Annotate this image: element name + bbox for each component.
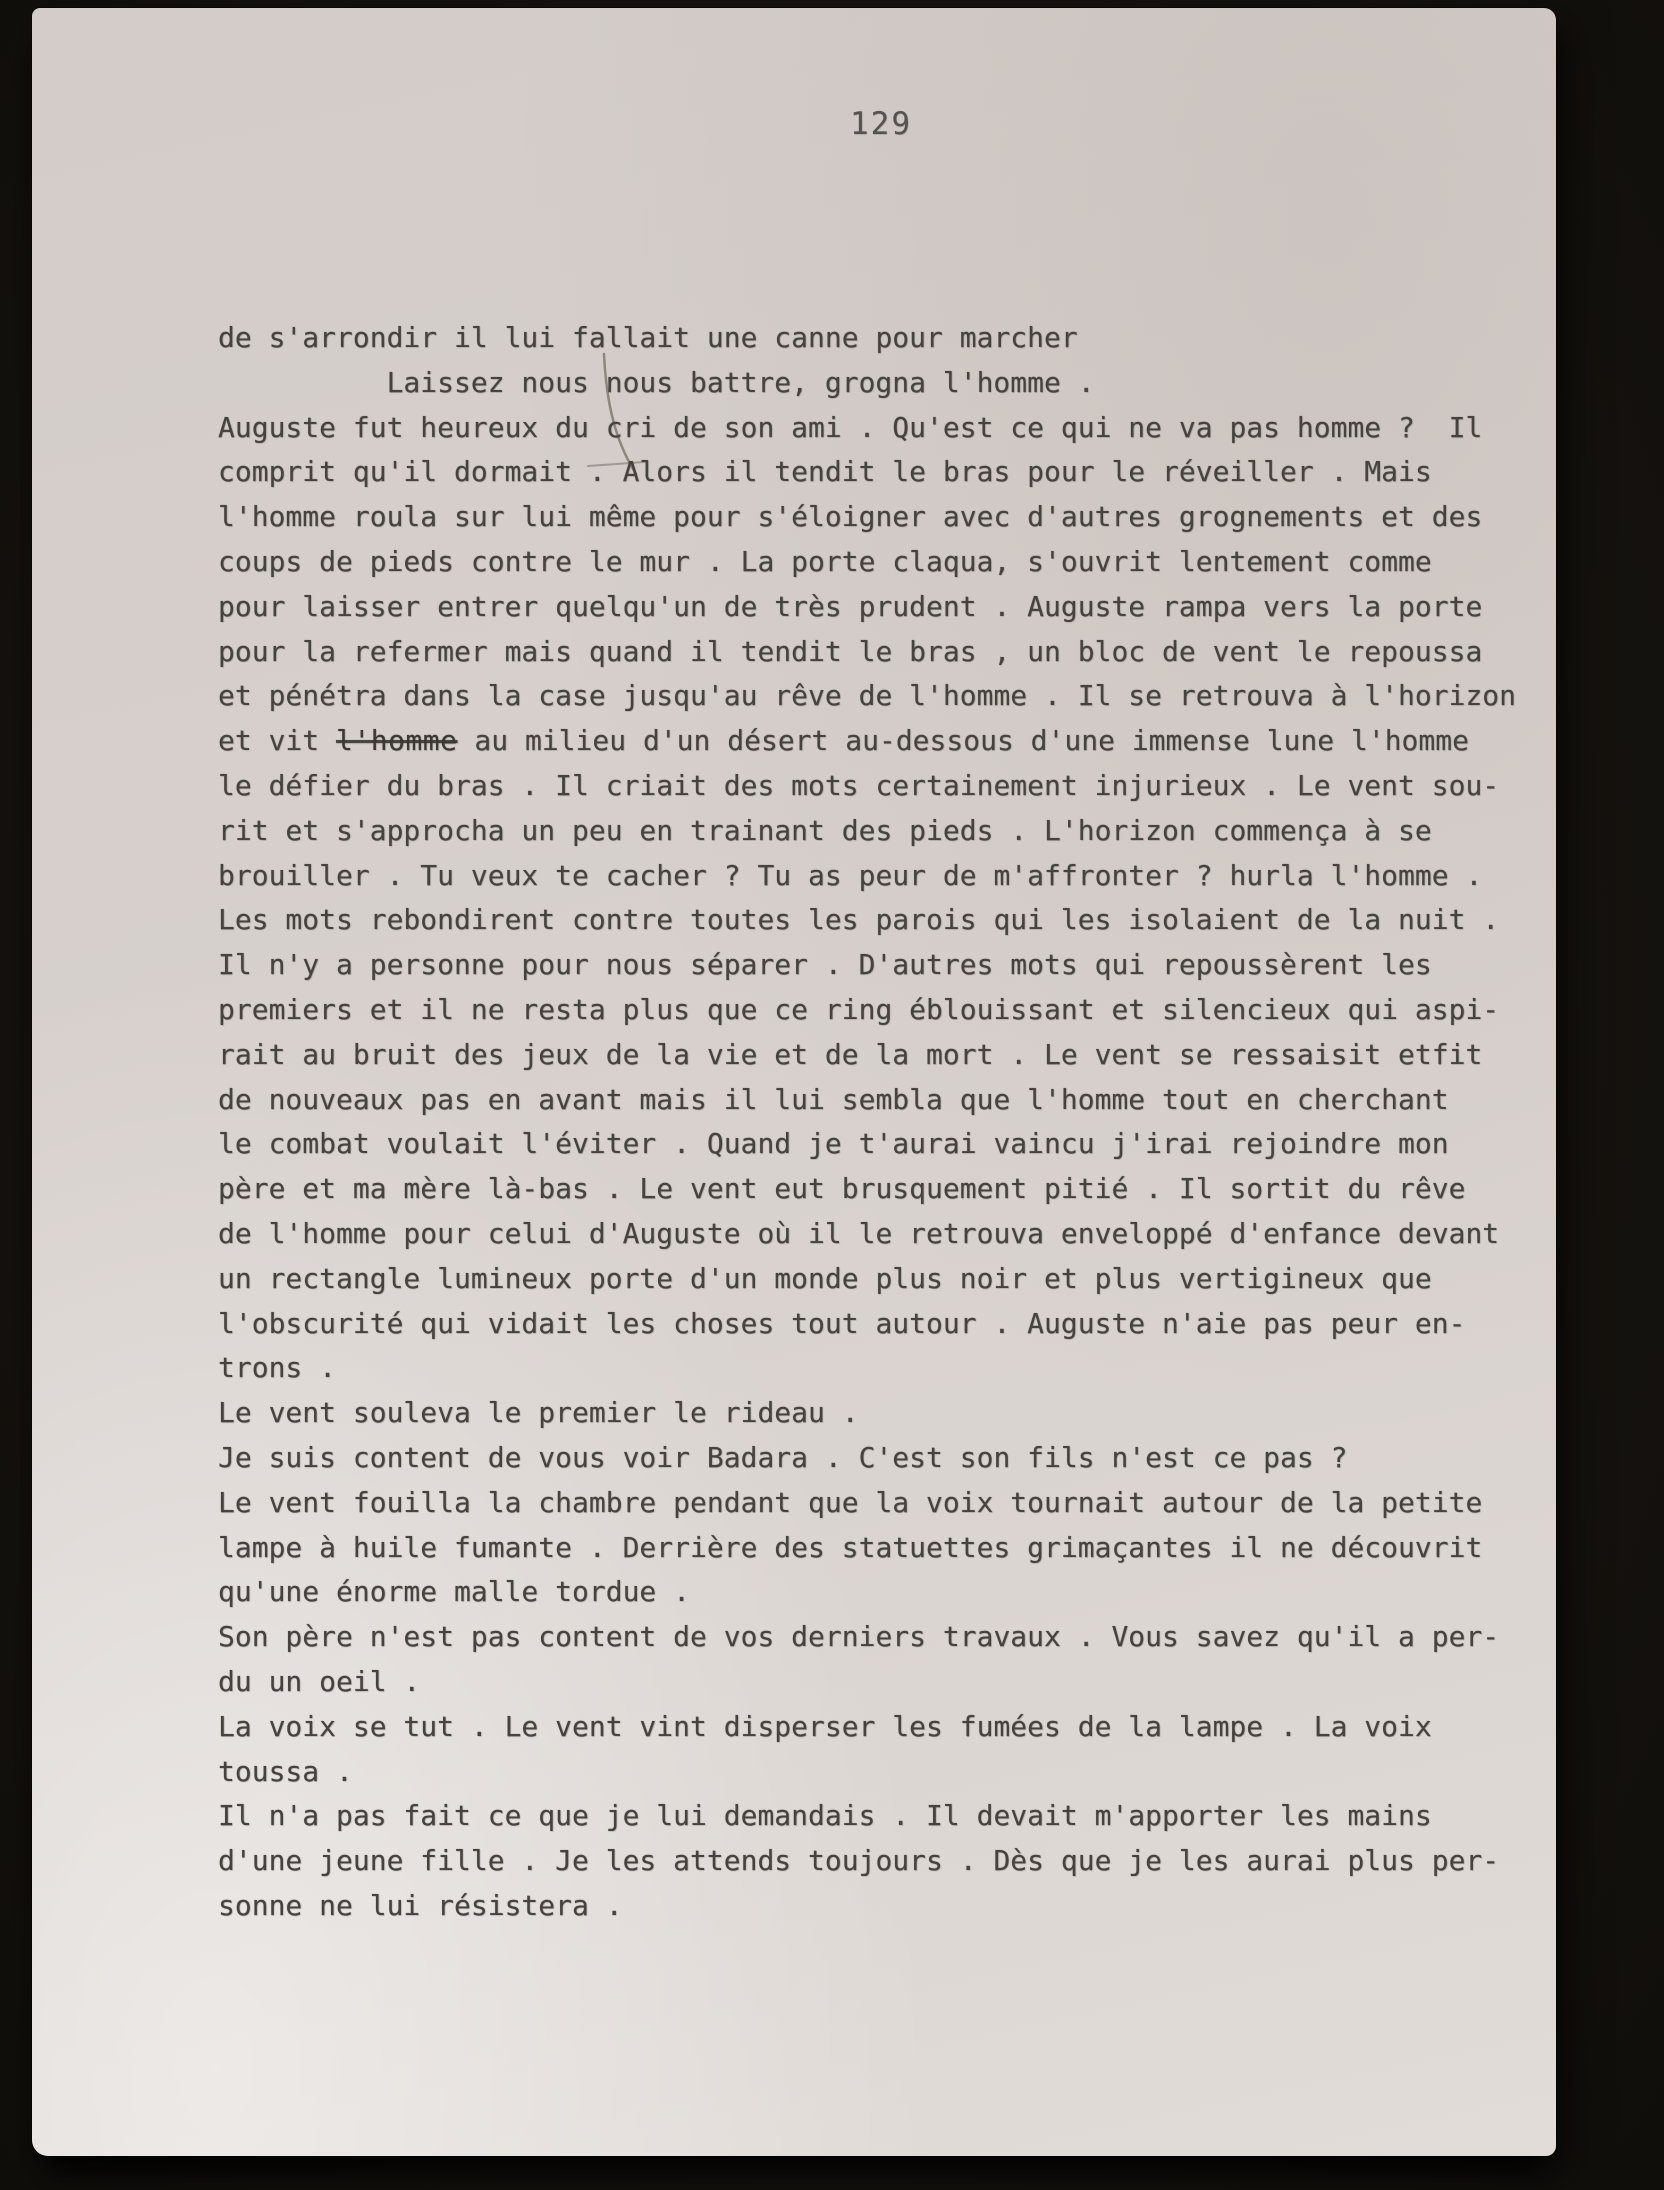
text-segment: de nouveaux pas en avant mais il lui sembla que l'homme tout en cherchant bbox=[218, 1082, 1449, 1116]
text-line bbox=[218, 540, 1548, 585]
text-segment: du un oeil . bbox=[218, 1664, 421, 1698]
text-segment: et pénétra dans la case jusqu'au rêve de l'homme . Il se retrouva à l'horizon bbox=[218, 679, 1517, 713]
text-segment: Il n'a pas fait ce que je lui demandais . Il devait m'apporter les mains bbox=[218, 1799, 1432, 1833]
text-line bbox=[218, 809, 1548, 854]
text-line bbox=[218, 898, 1548, 943]
text-line bbox=[218, 1436, 1548, 1481]
text-segment: et vit bbox=[218, 724, 337, 758]
text-segment: Son père n'est pas content de vos derniers travaux . Vous savez qu'il a per- bbox=[218, 1620, 1500, 1654]
text-segment: de l'homme pour celui d'Auguste où il le retrouva enveloppé d'enfance devant bbox=[218, 1216, 1500, 1250]
text-line bbox=[218, 943, 1548, 988]
text-line bbox=[218, 1033, 1548, 1078]
text-segment: Les mots rebondirent contre toutes les parois qui les isolaient de la nuit . bbox=[218, 903, 1500, 937]
text-line bbox=[218, 1481, 1548, 1526]
text-line bbox=[218, 1302, 1548, 1347]
text-line bbox=[218, 764, 1548, 809]
text-line bbox=[218, 1750, 1548, 1795]
text-segment: le défier du bras . Il criait des mots certainement injurieux . Le vent sou- bbox=[218, 768, 1500, 802]
text-line bbox=[218, 674, 1548, 719]
text-segment: rait au bruit des jeux de la vie et de la mort . Le vent se ressaisit etfit bbox=[218, 1037, 1483, 1071]
text-line bbox=[218, 1167, 1548, 1212]
text-line bbox=[218, 1212, 1548, 1257]
text-segment: La voix se tut . Le vent vint disperser les fumées de la lampe . La voix bbox=[218, 1709, 1432, 1743]
text-line bbox=[218, 1660, 1548, 1705]
document-page bbox=[32, 8, 1556, 2156]
text-line bbox=[218, 1705, 1548, 1750]
text-line bbox=[218, 1526, 1548, 1571]
text-segment: le combat voulait l'éviter . Quand je t'aurai vaincu j'irai rejoindre mon bbox=[218, 1127, 1449, 1161]
text-line bbox=[218, 719, 1548, 764]
struck-word: l'homme bbox=[336, 724, 458, 758]
text-segment: au milieu d'un désert au-dessous d'une immense lune l'homme bbox=[457, 724, 1469, 758]
text-segment: trons . bbox=[218, 1351, 337, 1385]
text-segment: sonne ne lui résistera . bbox=[218, 1888, 623, 1922]
text-segment: Auguste fut heureux du cri de son ami . Qu'est ce qui ne va pas homme ? Il bbox=[218, 410, 1483, 444]
text-line bbox=[218, 1122, 1548, 1167]
text-segment: Le vent fouilla la chambre pendant que la voix tournait autour de la petite bbox=[218, 1485, 1483, 1519]
text-line bbox=[218, 1615, 1548, 1660]
text-segment: Le vent souleva le premier le rideau . bbox=[218, 1396, 859, 1430]
page-number: 129 bbox=[850, 106, 912, 142]
text-line bbox=[218, 1570, 1548, 1615]
text-line bbox=[218, 988, 1548, 1033]
text-block bbox=[218, 316, 1548, 1929]
text-line bbox=[218, 1257, 1548, 1302]
text-segment: toussa . bbox=[218, 1754, 353, 1788]
text-line bbox=[218, 450, 1548, 495]
text-segment: père et ma mère là-bas . Le vent eut brusquement pitié . Il sortit du rêve bbox=[218, 1172, 1466, 1206]
text-line bbox=[218, 1839, 1548, 1884]
text-line bbox=[218, 316, 1548, 361]
text-segment: d'une jeune fille . Je les attends toujours . Dès que je les aurai plus per- bbox=[218, 1844, 1500, 1878]
text-line bbox=[218, 406, 1548, 451]
text-segment: coups de pieds contre le mur . La porte claqua, s'ouvrit lentement comme bbox=[218, 544, 1432, 578]
text-segment: lampe à huile fumante . Derrière des statuettes grimaçantes il ne découvrit bbox=[218, 1530, 1483, 1564]
text-segment: de s'arrondir il lui fallait une canne pour marcher bbox=[218, 321, 1078, 354]
text-segment: pour laisser entrer quelqu'un de très prudent . Auguste rampa vers la porte bbox=[218, 589, 1483, 623]
text-line bbox=[218, 585, 1548, 630]
text-segment: l'obscurité qui vidait les choses tout autour . Auguste n'aie pas peur en- bbox=[218, 1306, 1466, 1340]
text-segment: Je suis content de vous voir Badara . C'est son fils n'est ce pas ? bbox=[218, 1440, 1348, 1474]
text-segment: brouiller . Tu veux te cacher ? Tu as peur de m'affronter ? hurla l'homme . bbox=[218, 858, 1483, 892]
text-line bbox=[218, 630, 1548, 675]
text-line bbox=[218, 1391, 1548, 1436]
text-line bbox=[218, 495, 1548, 540]
text-line bbox=[218, 361, 1548, 406]
text-segment: un rectangle lumineux porte d'un monde plus noir et plus vertigineux que bbox=[218, 1261, 1432, 1295]
text-line bbox=[218, 1884, 1548, 1929]
text-segment: premiers et il ne resta plus que ce ring éblouissant et silencieux qui aspi- bbox=[218, 992, 1500, 1026]
text-segment: comprit qu'il dormait . Alors il tendit le bras pour le réveiller . Mais bbox=[218, 455, 1432, 489]
text-line bbox=[218, 854, 1548, 899]
text-segment: pour la refermer mais quand il tendit le bras , un bloc de vent le repoussa bbox=[218, 634, 1483, 668]
text-segment: qu'une énorme malle tordue . bbox=[218, 1575, 691, 1609]
text-line bbox=[218, 1346, 1548, 1391]
text-segment: Il n'y a personne pour nous séparer . D'autres mots qui repoussèrent les bbox=[218, 948, 1432, 982]
text-segment: rit et s'approcha un peu en trainant des pieds . L'horizon commença à se bbox=[218, 813, 1432, 847]
text-segment: Laissez nous nous battre, grogna l'homme . bbox=[386, 365, 1095, 399]
text-line bbox=[218, 1794, 1548, 1839]
text-segment: l'homme roula sur lui même pour s'éloigner avec d'autres grognements et des bbox=[218, 500, 1483, 534]
text-line bbox=[218, 1078, 1548, 1123]
